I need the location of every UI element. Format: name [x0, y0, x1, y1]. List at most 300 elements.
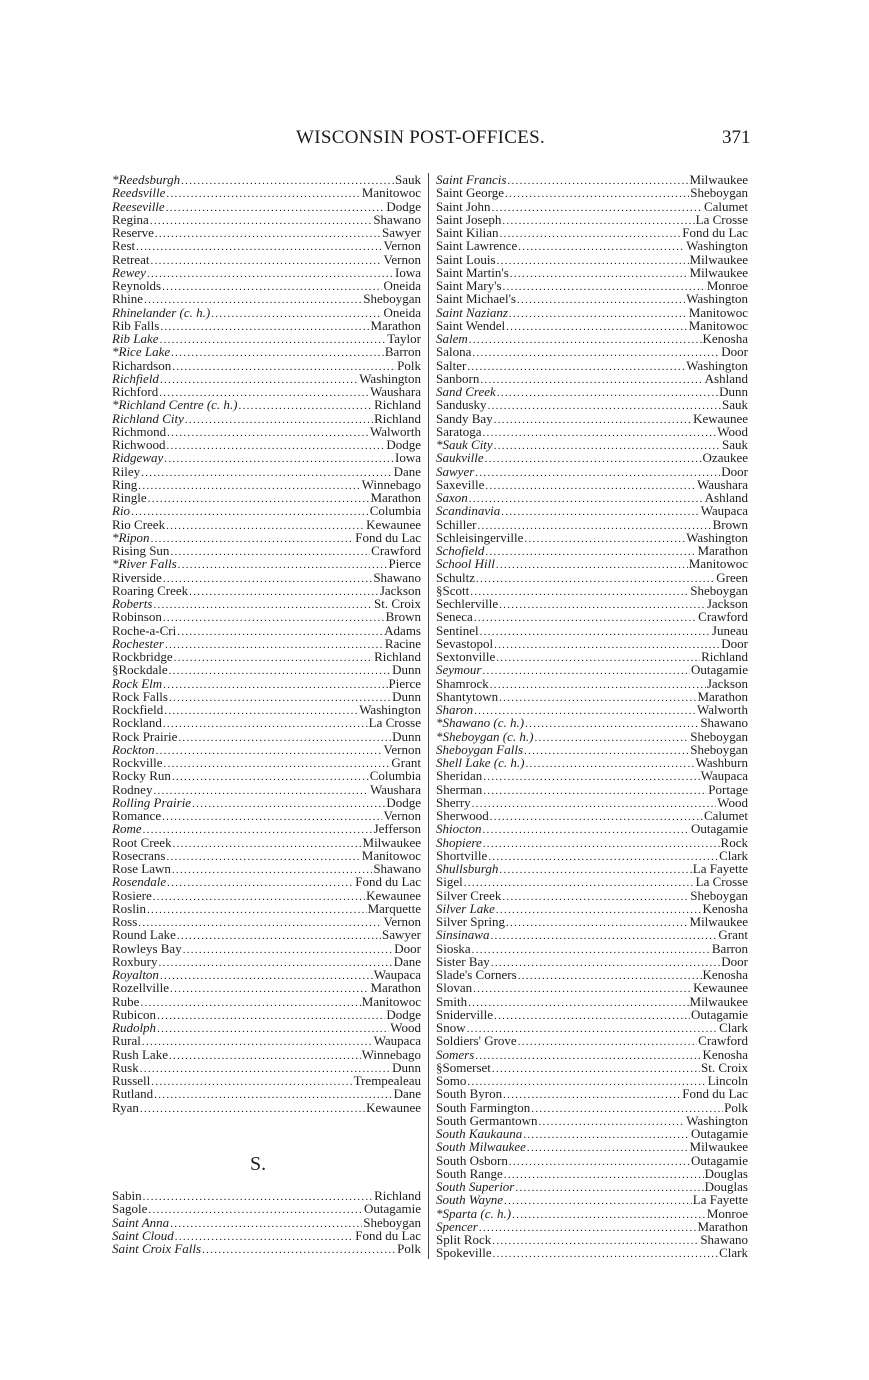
post-office-name: Shantytown [436, 688, 499, 704]
post-office-entry [112, 875, 421, 888]
county-name: Monroe [706, 1205, 748, 1221]
dot-leader [509, 1156, 690, 1169]
dot-leader [492, 202, 703, 215]
dot-leader [494, 639, 720, 652]
post-office-name: South Osborn [436, 1152, 508, 1168]
dot-leader [504, 1195, 692, 1208]
post-office-entry [112, 531, 421, 544]
post-office-name: Silver Lake [436, 900, 495, 916]
post-office-name: Rutland [112, 1086, 154, 1102]
post-office-name: Sabin [112, 1188, 142, 1203]
post-office-entry [436, 995, 748, 1008]
county-name: Dodge [386, 794, 421, 810]
county-name: Sawyer [382, 225, 421, 240]
post-office-entry [436, 822, 748, 835]
post-office-entry [436, 1220, 748, 1233]
dot-leader [518, 241, 685, 254]
county-name: Richland [374, 397, 421, 413]
column-divider [428, 173, 429, 1259]
dot-leader [505, 188, 689, 201]
post-office-name: Rudolph [112, 1020, 157, 1035]
post-office-name: Saint Croix Falls [112, 1241, 202, 1256]
post-office-entry [436, 266, 748, 279]
post-office-entry [436, 332, 748, 345]
post-office-name: Shortville [436, 847, 488, 863]
post-office-entry [112, 412, 421, 425]
dot-leader [211, 308, 382, 321]
post-office-entry [112, 995, 421, 1008]
dot-leader [157, 1023, 389, 1036]
post-office-name: Saint Mary's [436, 278, 502, 293]
post-office-entry [436, 1140, 748, 1153]
post-office-entry [436, 584, 748, 597]
post-office-entry [112, 425, 421, 438]
dot-leader [185, 414, 373, 427]
post-office-name: Spokeville [436, 1245, 492, 1261]
county-name: Richland [374, 410, 421, 426]
county-name: Sheboygan [690, 582, 748, 598]
post-office-name: Richardson [112, 357, 172, 373]
post-office-name: Rosendale [112, 874, 167, 890]
dot-leader [512, 1209, 706, 1222]
post-office-entry [436, 226, 748, 239]
post-office-name: Saint Joseph [436, 211, 502, 227]
county-name: Door [394, 940, 421, 956]
post-office-name: Sinsinawa [436, 927, 490, 943]
county-name: Winnebago [361, 1046, 421, 1062]
county-name: Milwaukee [689, 264, 748, 280]
post-office-entry [112, 822, 421, 835]
post-office-entry [436, 796, 748, 809]
post-office-name: Roaring Creek [112, 582, 189, 598]
left-column [112, 173, 421, 1114]
county-name: Jackson [379, 582, 421, 598]
dot-leader [143, 824, 373, 837]
post-office-name: Romance [112, 808, 162, 823]
post-office-entry [112, 677, 421, 690]
post-office-entry [112, 902, 421, 915]
county-name: Columbia [369, 768, 421, 784]
post-office-entry [436, 253, 748, 266]
dot-leader [177, 626, 383, 639]
county-name: Ashland [704, 370, 748, 386]
dot-leader [169, 692, 391, 705]
post-office-name: Retreat [112, 251, 150, 267]
post-office-entry [436, 756, 748, 769]
dot-leader [517, 294, 685, 307]
dot-leader [174, 652, 373, 665]
county-name: Douglas [704, 1165, 748, 1181]
post-office-name: Rockfield [112, 702, 164, 717]
county-name: Grant [391, 755, 421, 770]
post-office-entry [112, 836, 421, 849]
post-office-name: Richwood [112, 437, 166, 452]
post-office-name: Spencer [436, 1218, 478, 1234]
county-name: Polk [397, 357, 421, 373]
post-office-name: Riverside [112, 569, 162, 585]
dot-leader [491, 957, 720, 970]
post-office-entry [436, 743, 748, 756]
county-name: Kenosha [702, 967, 748, 982]
post-office-entry [436, 465, 748, 478]
dot-leader [147, 268, 394, 281]
post-office-entry [436, 518, 748, 531]
post-office-name: Ryan [112, 1099, 139, 1115]
dot-leader [166, 188, 360, 201]
post-office-name: Saint Martin's [436, 264, 509, 280]
dot-leader [142, 1036, 373, 1049]
post-office-entry [112, 518, 421, 531]
post-office-entry [436, 928, 748, 941]
post-office-entry [436, 836, 748, 849]
county-name: Kewaunee [693, 410, 748, 426]
post-office-name: Salona [436, 344, 472, 360]
county-name: Kewaunee [366, 1099, 421, 1115]
county-name: Manitowoc [361, 993, 421, 1009]
post-office-entry [436, 173, 748, 186]
county-name: Racine [384, 635, 421, 651]
county-name: Winnebago [361, 476, 421, 492]
dot-leader [524, 745, 689, 758]
post-office-entry [436, 849, 748, 862]
county-name: Washington [359, 370, 421, 386]
county-name: Marathon [370, 980, 421, 996]
county-name: Ozaukee [702, 450, 748, 466]
post-office-entry [436, 942, 748, 955]
post-office-entry [436, 809, 748, 822]
county-name: Oneida [383, 304, 421, 320]
dot-leader [476, 573, 715, 586]
county-name: Adams [384, 622, 421, 638]
dot-leader [488, 400, 721, 413]
post-office-entry [436, 292, 748, 305]
post-office-entry [436, 862, 748, 875]
post-office-name: Rodney [112, 781, 153, 797]
county-name: Richland [374, 1188, 421, 1203]
dot-leader [163, 718, 368, 731]
post-office-name: Robinson [112, 609, 162, 625]
county-name: Milwaukee [689, 251, 748, 267]
post-office-name: Saxeville [436, 476, 485, 492]
dot-leader [189, 586, 379, 599]
county-name: Dunn [392, 688, 421, 704]
county-name: Sheboygan [363, 291, 421, 307]
county-name: Sauk [395, 172, 421, 187]
dot-leader [160, 970, 373, 983]
post-office-name: South Milwaukee [436, 1139, 526, 1155]
county-name: Milwaukee [689, 172, 748, 187]
post-office-name: *Sauk City [436, 437, 493, 452]
dot-leader [501, 506, 699, 519]
post-office-entry [436, 1233, 748, 1246]
county-name: Jackson [706, 596, 748, 611]
dot-leader [138, 480, 360, 493]
post-office-entry [436, 1154, 748, 1167]
post-office-entry [436, 359, 748, 372]
post-office-entry [436, 1193, 748, 1206]
post-office-name: Saint Cloud [112, 1227, 174, 1243]
dot-leader [163, 573, 373, 586]
post-office-name: Saukville [436, 450, 484, 466]
post-office-name: Saint Nazianz [436, 304, 508, 320]
dot-leader [151, 533, 355, 546]
county-name: Juneau [711, 622, 748, 638]
dot-leader [483, 785, 707, 798]
post-office-name: *Shawano (c. h.) [436, 715, 525, 731]
county-name: Vernon [383, 741, 421, 757]
post-office-entry [436, 557, 748, 570]
county-name: Trempealeau [353, 1073, 421, 1088]
post-office-entry [112, 703, 421, 716]
post-office-entry [436, 889, 748, 902]
county-name: Crawford [371, 543, 421, 558]
dot-leader [490, 811, 703, 824]
post-office-name: Shullsburgh [436, 861, 499, 876]
post-office-entry [112, 345, 421, 358]
post-office-entry [436, 385, 748, 398]
county-name: Iowa [395, 264, 421, 280]
county-name: Washington [359, 702, 421, 717]
county-name: Clark [719, 847, 748, 863]
county-name: Rock [720, 834, 748, 850]
county-name: Dunn [392, 662, 421, 678]
post-office-entry [112, 332, 421, 345]
dot-leader [492, 1063, 700, 1076]
dot-leader [183, 944, 394, 957]
post-office-entry [112, 1189, 421, 1202]
post-office-name: Sigel [436, 874, 463, 890]
post-office-name: Roche-a-Cri [112, 622, 177, 638]
dot-leader [518, 1036, 697, 1049]
dot-leader [141, 467, 392, 480]
dot-leader [472, 944, 711, 957]
post-office-name: Saint Michael's [436, 291, 516, 307]
post-office-entry [112, 981, 421, 994]
county-name: Kewaunee [366, 516, 421, 532]
post-office-name: Sherwood [436, 808, 489, 823]
left-s-column [112, 1189, 421, 1255]
post-office-name: §Somerset [436, 1059, 491, 1075]
dot-leader [494, 414, 692, 427]
post-office-name: Round Lake [112, 927, 176, 943]
post-office-name: Saint Anna [112, 1214, 170, 1230]
post-office-name: Sevastopol [436, 635, 494, 651]
post-office-entry [436, 1127, 748, 1140]
post-office-name: Somers [436, 1046, 475, 1062]
dot-leader [166, 202, 386, 215]
county-name: Dodge [386, 1006, 421, 1022]
county-name: Marathon [370, 317, 421, 333]
post-office-name: Sniderville [436, 1006, 494, 1022]
post-office-name: *Reedsburgh [112, 172, 181, 187]
county-name: Washington [686, 357, 748, 373]
post-office-name: Slade's Corners [436, 967, 517, 982]
dot-leader [525, 758, 694, 771]
post-office-entry [436, 1034, 748, 1047]
county-name: Fond du Lac [682, 225, 748, 240]
dot-leader [496, 904, 702, 917]
county-name: Sheboygan [690, 887, 748, 903]
dot-leader [499, 228, 681, 241]
dot-leader [492, 1235, 699, 1248]
dot-leader [154, 1089, 392, 1102]
post-office-entry [436, 239, 748, 252]
county-name: Sheboygan [690, 741, 748, 757]
county-name: Green [716, 569, 748, 585]
post-office-name: Silver Creek [436, 887, 502, 903]
post-office-entry [112, 226, 421, 239]
county-name: Door [721, 953, 748, 969]
post-office-name: South Range [436, 1165, 503, 1181]
post-office-entry [112, 1101, 421, 1114]
dot-leader [170, 546, 370, 559]
post-office-entry [112, 955, 421, 968]
post-office-name: Saint George [436, 185, 504, 201]
county-name: Taylor [387, 331, 421, 346]
post-office-entry [436, 412, 748, 425]
post-office-entry [436, 955, 748, 968]
dot-leader [499, 599, 706, 612]
county-name: Columbia [369, 503, 421, 519]
dot-leader [155, 228, 381, 241]
post-office-entry [436, 677, 748, 690]
dot-leader [164, 758, 391, 771]
post-office-entry [436, 1167, 748, 1180]
county-name: Dane [393, 1086, 421, 1102]
county-name: Barron [711, 940, 748, 956]
county-name: St. Croix [374, 596, 421, 611]
post-office-name: *Richland Centre (c. h.) [112, 397, 238, 413]
post-office-entry [112, 849, 421, 862]
county-name: Milwaukee [689, 993, 748, 1009]
county-name: Manitowoc [688, 556, 748, 572]
post-office-name: Rhine [112, 291, 144, 307]
post-office-name: Rube [112, 993, 140, 1009]
post-office-name: Saint John [436, 198, 491, 214]
post-office-entry [436, 345, 748, 358]
post-office-name: Sand Creek [436, 384, 496, 399]
post-office-entry [112, 1008, 421, 1021]
post-office-name: Sandusky [436, 397, 487, 413]
post-office-name: Soldiers' Grove [436, 1033, 517, 1049]
county-name: La Fayette [692, 861, 748, 876]
dot-leader [506, 917, 689, 930]
post-office-entry [436, 438, 748, 451]
county-name: Manitowoc [361, 185, 421, 201]
dot-leader [496, 559, 688, 572]
dot-leader [167, 427, 369, 440]
dot-leader [525, 718, 699, 731]
post-office-entry [436, 571, 748, 584]
county-name: Jefferson [373, 821, 421, 837]
dot-leader [483, 665, 690, 678]
dot-leader [534, 732, 689, 745]
county-name: Washington [686, 529, 748, 545]
post-office-entry [436, 1246, 748, 1259]
dot-leader [474, 612, 697, 625]
county-name: Outagamie [690, 821, 748, 837]
post-office-name: South Wayne [436, 1192, 504, 1208]
dot-leader [524, 533, 685, 546]
post-office-name: Rockton [112, 741, 155, 757]
post-office-name: Saint Francis [436, 172, 507, 187]
county-name: Clark [719, 1020, 748, 1035]
post-office-entry [436, 902, 748, 915]
county-name: Kenosha [702, 900, 748, 916]
post-office-entry [112, 624, 421, 637]
post-office-entry [112, 769, 421, 782]
dot-leader [502, 215, 694, 228]
post-office-entry [436, 637, 748, 650]
post-office-entry [436, 1180, 748, 1193]
post-office-name: Sextonville [436, 649, 496, 664]
dot-leader [178, 732, 391, 745]
dot-leader [490, 930, 717, 943]
county-name: La Crosse [695, 211, 748, 227]
county-name: Washington [686, 291, 748, 307]
post-office-entry [436, 690, 748, 703]
county-name: Manitowoc [688, 304, 748, 320]
county-name: Vernon [383, 808, 421, 823]
post-office-entry [112, 491, 421, 504]
post-office-entry [112, 1202, 421, 1215]
dot-leader [479, 1222, 697, 1235]
dot-leader [502, 891, 689, 904]
dot-leader [468, 997, 688, 1010]
post-office-entry [112, 1021, 421, 1034]
county-name: Calumet [703, 808, 748, 823]
post-office-entry [436, 783, 748, 796]
post-office-name: South Byron [436, 1086, 503, 1102]
post-office-name: Richland City [112, 410, 184, 426]
dot-leader [472, 347, 720, 360]
county-name: Portage [708, 781, 748, 797]
post-office-entry [112, 385, 421, 398]
post-office-name: Silver Spring [436, 914, 505, 929]
post-office-name: Rolling Prairie [112, 794, 192, 810]
post-office-name: Rocky Run [112, 768, 171, 784]
county-name: La Crosse [368, 715, 421, 731]
county-name: Outagamie [690, 1152, 748, 1168]
county-name: Calumet [703, 198, 748, 214]
dot-leader [202, 1244, 396, 1257]
county-name: Brown [712, 516, 748, 532]
county-name: Door [721, 635, 748, 651]
post-office-entry [112, 306, 421, 319]
county-name: St. Croix [701, 1059, 748, 1075]
post-office-entry [436, 186, 748, 199]
post-office-name: Rock Elm [112, 675, 163, 691]
county-name: Kenosha [702, 1046, 748, 1062]
county-name: Kewaunee [693, 980, 748, 996]
dot-leader [523, 1129, 690, 1142]
county-name: Milwaukee [362, 834, 421, 850]
post-office-name: Saint Lawrence [436, 238, 518, 254]
post-office-name: Reserve [112, 225, 154, 240]
county-name: Monroe [706, 278, 748, 293]
post-office-entry [112, 663, 421, 676]
post-office-name: Rock Prairie [112, 728, 178, 744]
post-office-name: Sister Bay [436, 953, 490, 969]
county-name: Pierce [388, 556, 421, 572]
post-office-name: Rosecrans [112, 847, 166, 863]
post-office-name: Roberts [112, 596, 153, 611]
post-office-entry [112, 1034, 421, 1047]
post-office-entry [112, 650, 421, 663]
post-office-entry [112, 451, 421, 464]
post-office-name: Regina [112, 211, 149, 227]
post-office-name: Rockville [112, 755, 163, 770]
